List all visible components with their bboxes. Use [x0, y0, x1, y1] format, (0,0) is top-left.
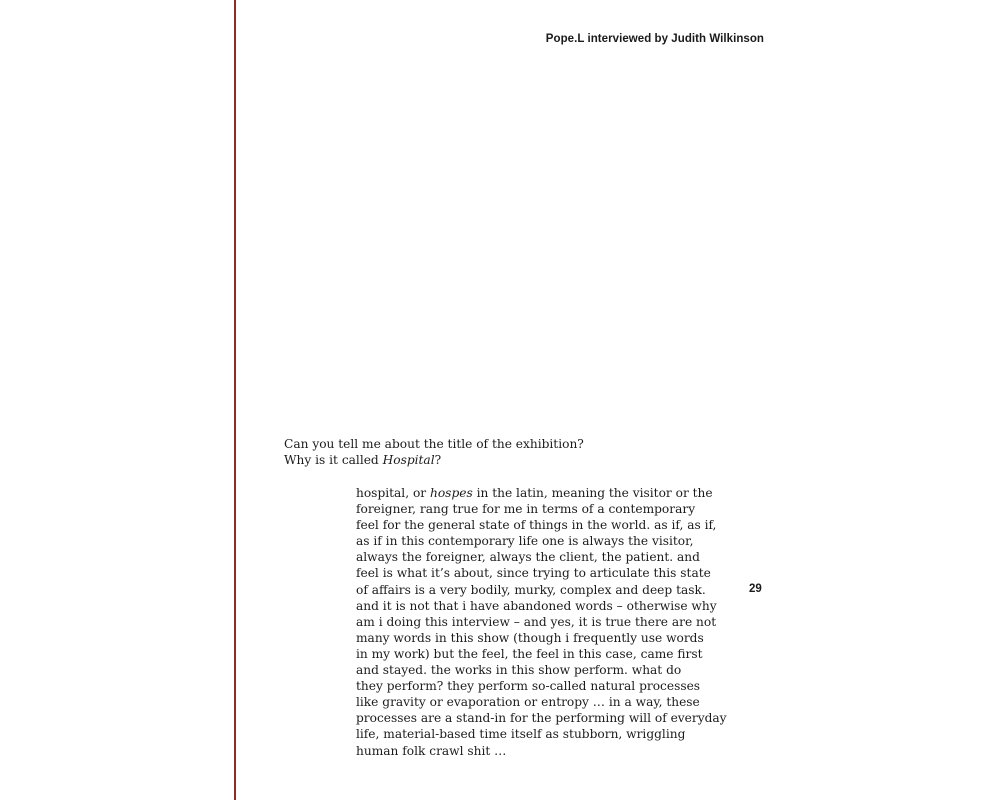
- answer-line: many words in this show (though i frequently use words: [356, 630, 704, 645]
- answer-line: in my work) but the feel, the feel in this case, came first: [356, 646, 703, 661]
- question-text: Why is it called: [284, 453, 383, 468]
- answer-text: in the latin, meaning the visitor or the: [472, 486, 713, 500]
- latin-term: hospes: [430, 486, 473, 500]
- running-head: Pope.L interviewed by Judith Wilkinson: [545, 33, 764, 45]
- question-mark: ?: [434, 453, 442, 468]
- question-line: Can you tell me about the title of the exhibition?: [284, 437, 584, 451]
- answer-line: am i doing this interview – and yes, it is true there are not: [356, 614, 717, 629]
- answer-text: hospital, or: [356, 486, 430, 500]
- exhibition-title: Hospital: [382, 453, 435, 468]
- answer-line: and it is not that i have abandoned words – otherwise why: [356, 598, 717, 613]
- answer-line: human folk crawl shit …: [356, 743, 507, 758]
- answer-line: they perform? they perform so-called natural processes: [356, 679, 701, 694]
- margin-rule: [234, 0, 236, 800]
- answer-line: feel is what it’s about, since trying to articulate this state: [356, 566, 711, 581]
- answer-line: of affairs is a very bodily, murky, complex and deep task.: [356, 582, 706, 597]
- answer-line: always the foreigner, always the client, the patient. and: [356, 550, 700, 565]
- page-number: 29: [749, 583, 762, 595]
- answer-line: [356, 485, 727, 501]
- interview-answer: [356, 485, 727, 759]
- answer-line: life, material-based time itself as stubborn, wriggling: [356, 727, 686, 742]
- answer-line: feel for the general state of things in the world. as if, as if,: [356, 518, 717, 533]
- answer-line: like gravity or evaporation or entropy … in a way, these: [356, 695, 700, 710]
- answer-line: as if in this contemporary life one is always the visitor,: [356, 534, 694, 549]
- question-line: [284, 452, 584, 468]
- interview-question: [284, 436, 584, 469]
- answer-line: processes are a stand-in for the performing will of everyday: [356, 711, 727, 726]
- answer-line: foreigner, rang true for me in terms of a contemporary: [356, 502, 696, 517]
- answer-line: and stayed. the works in this show perform. what do: [356, 663, 682, 678]
